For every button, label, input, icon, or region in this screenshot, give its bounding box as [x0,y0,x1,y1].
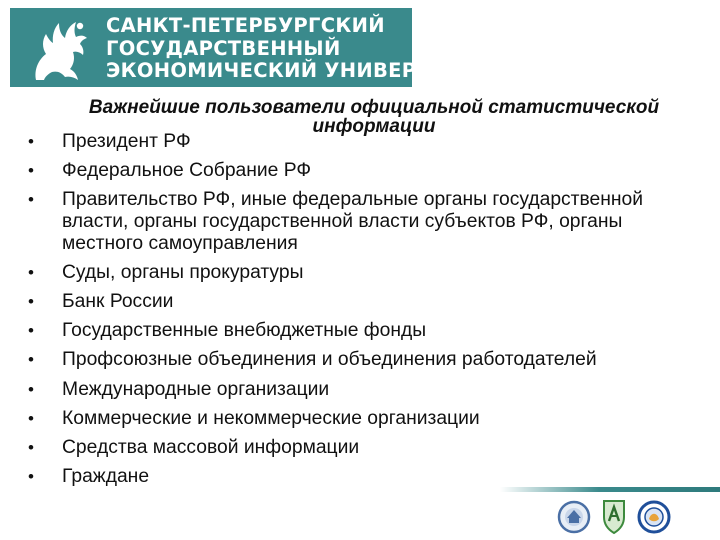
list-item-text: Средства массовой информации [62,436,360,458]
bullet-icon: • [28,408,34,428]
list-item-text: Граждане [62,465,150,487]
bullet-icon: • [28,292,34,312]
list-item [24,379,704,401]
university-name-line-2: ГОСУДАРСТВЕННЫЙ [106,36,341,60]
bullet-icon: • [28,132,34,152]
bullet-icon: • [28,190,34,210]
griffin-icon [28,14,90,82]
university-logo [10,8,489,87]
bullet-icon: • [28,466,34,486]
university-name-line-1: САНКТ-ПЕТЕРБУРГСКИЙ [106,14,385,37]
round-emblem-icon [554,499,594,535]
list-item [24,349,704,371]
list-item [24,262,704,284]
bullet-icon: • [28,437,34,457]
list-item [24,466,704,488]
list-item-text: Суды, органы прокуратуры [62,262,304,284]
blue-circle-emblem-icon [634,499,674,535]
bullet-icon: • [28,350,34,370]
list-item [24,160,704,182]
list-item [24,131,704,153]
list-item-text: Федеральное Собрание РФ [62,160,312,182]
list-item [24,437,704,459]
list-item-text: Коммерческие и некоммерческие организации [62,407,480,429]
footer-divider [500,487,720,492]
list-item-text: Банк России [62,291,174,313]
list-item [24,408,704,430]
list-item-text: Государственные внебюджетные фонды [62,320,427,342]
list-item [24,291,704,313]
green-crest-icon [600,497,628,535]
list-item-text: Международные организации [62,378,330,400]
university-name-line-3: ЭКОНОМИЧЕСКИЙ УНИВЕРСИТЕТ [106,59,489,82]
list-item-text: Профсоюзные объединения и объединения работодателей [62,349,597,371]
bullet-icon: • [28,161,34,181]
header [0,0,720,88]
bullet-icon: • [28,263,34,283]
bullet-icon: • [28,321,34,341]
bullet-icon: • [28,379,34,399]
user-list [24,124,704,488]
list-item [24,320,704,342]
slide-title: Важнейшие пользователи официальной статистической информации [88,97,660,137]
list-item-text: Президент РФ [62,131,191,153]
list-item [24,189,704,254]
university-name [106,15,488,83]
list-item-text: Правительство РФ, иные федеральные органы государственной власти, органы государственной власти субъектов РФ, органы местного самоуправления [62,189,644,255]
